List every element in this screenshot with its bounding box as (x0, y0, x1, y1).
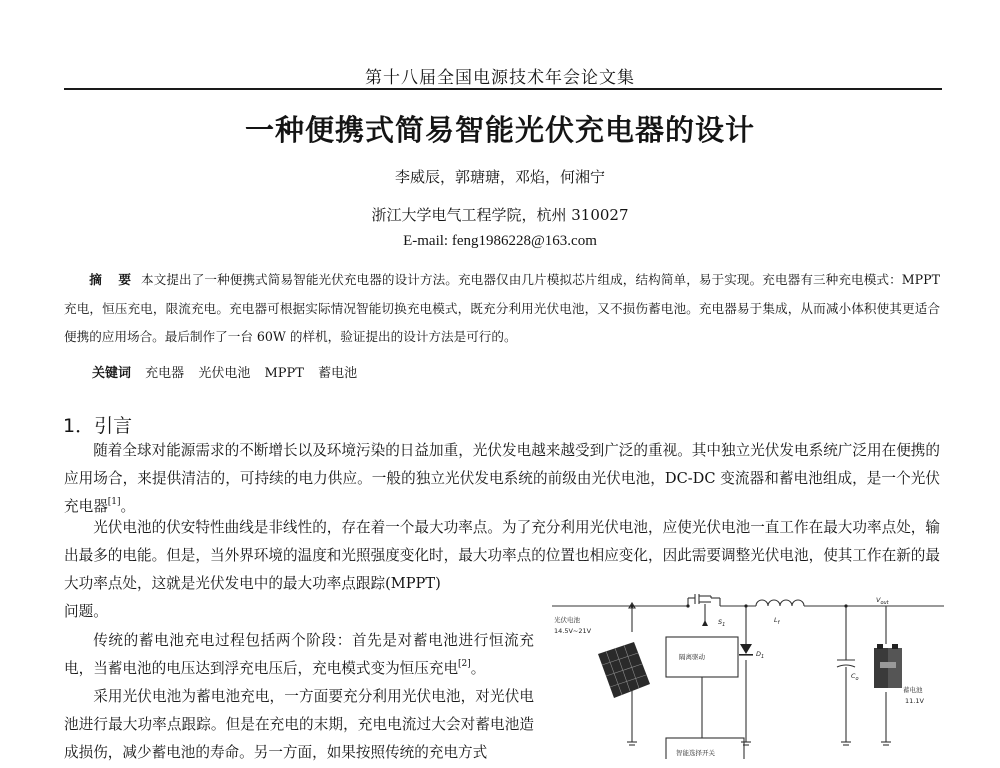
paragraph-3 (64, 627, 534, 683)
inductor-coil (756, 600, 804, 606)
header-rule (64, 88, 942, 90)
keywords-label: 关键词 (92, 366, 132, 381)
paragraph-2: 光伏电池的伏安特性曲线是非线性的，存在着一个最大功率点。为了充分利用光伏电池，应使光伏电池一直工作在最大功率点处，输出最多的电能。但是，当外界环境的温度和光照强度变化时，最大功率点的位置也相应变化，因此需要调整光伏电池，使其工作在新的最大功率点处，这就是光伏发电中的最大功率点跟踪(MPPT) (64, 519, 940, 593)
abstract (64, 266, 940, 352)
capacitor-plate (837, 665, 855, 667)
switch-label: $S_1$ (718, 618, 726, 628)
keyword: 充电器 (145, 366, 185, 381)
abstract-text: 本文提出了一种便携式简易智能光伏充电器的设计方法。充电器仅由几片模拟芯片组成，结构简单，易于实现。充电器有三种充电模式：MPPT 充电，恒压充电，限流充电。充电器可根据实际情况智能切换充电模式，既充分利用光伏电池，又不损伤蓄电池。充电器易于集成，从而减小体积使其更适合便携的应用场合。最后制作了一台 60W 的样机，验证提出的设计方法是可行的。 (64, 272, 940, 344)
capacitor-label: $C_o$ (851, 672, 859, 682)
section-heading: 1．引言 (63, 415, 133, 437)
running-title: 第十八届全国电源技术年会论文集 (365, 68, 635, 88)
paragraph-text: 随着全球对能源需求的不断增长以及环境污染的日益加重，光伏发电越来越受到广泛的重视。其中独立光伏发电系统广泛用在便携的应用场合，来提供清洁的，可持续的电力供应。一般的独立光伏发电系统的前级由光伏电池，DC-DC 变流器和蓄电池组成，是一个光伏充电器 (64, 442, 940, 516)
keywords (92, 362, 357, 381)
keyword: MPPT (264, 366, 304, 381)
paragraph-end: 。 (470, 660, 486, 678)
paragraph-end: 。 (120, 498, 136, 516)
pv-range: 14.5V~21V (554, 627, 592, 635)
mode-switch-label: 智能选择开关 (676, 749, 715, 757)
arrow-icon (702, 620, 708, 626)
paragraph-2-end: 问题。 (64, 603, 108, 620)
solar-panel-icon (598, 642, 650, 698)
vout-label: $V_{out}$ (876, 596, 889, 606)
paper-affiliation: 浙江大学电气工程学院，杭州 310027 (371, 206, 629, 224)
citation-ref: [1] (107, 497, 121, 508)
paragraph-text: 传统的蓄电池充电过程包括两个阶段：首先是对蓄电池进行恒流充电，当蓄电池的电压达到浮充电压后，充电模式变为恒压充电 (64, 632, 534, 678)
battery-voltage: 11.1V (905, 697, 924, 705)
keyword: 蓄电池 (318, 366, 358, 381)
paper-email: E-mail: feng1986228@163.com (403, 233, 597, 249)
citation-ref: [2] (458, 659, 471, 670)
diode-bar (739, 654, 753, 656)
driver-label: 隔离驱动 (679, 653, 705, 661)
battery-icon (874, 644, 902, 688)
diode-triangle (740, 644, 752, 654)
battery-label: 蓄电池 (903, 686, 923, 694)
circuit-diagram (548, 592, 948, 759)
paragraph-1 (64, 437, 940, 522)
diode-label: $D_1$ (756, 650, 765, 660)
circuit-figure (548, 592, 948, 763)
paper-authors: 李威辰，郭瑭瑭，邓焰，何湘宁 (394, 168, 605, 186)
abstract-label: 摘 要 (89, 272, 138, 287)
inductor-label: $L_f$ (774, 616, 780, 626)
paper-title: 一种便携式简易智能光伏充电器的设计 (244, 113, 755, 147)
pv-label: 光伏电池 (554, 616, 580, 624)
paragraph-4: 采用光伏电池为蓄电池充电，一方面要充分利用光伏电池，对光伏电池进行最大功率点跟踪。但是在充电的末期，充电电流过大会对蓄电池造成损伤，减少蓄电池的寿命。另一方面，如果按照传统的充电方式 (64, 688, 534, 762)
keyword: 光伏电池 (198, 366, 251, 381)
